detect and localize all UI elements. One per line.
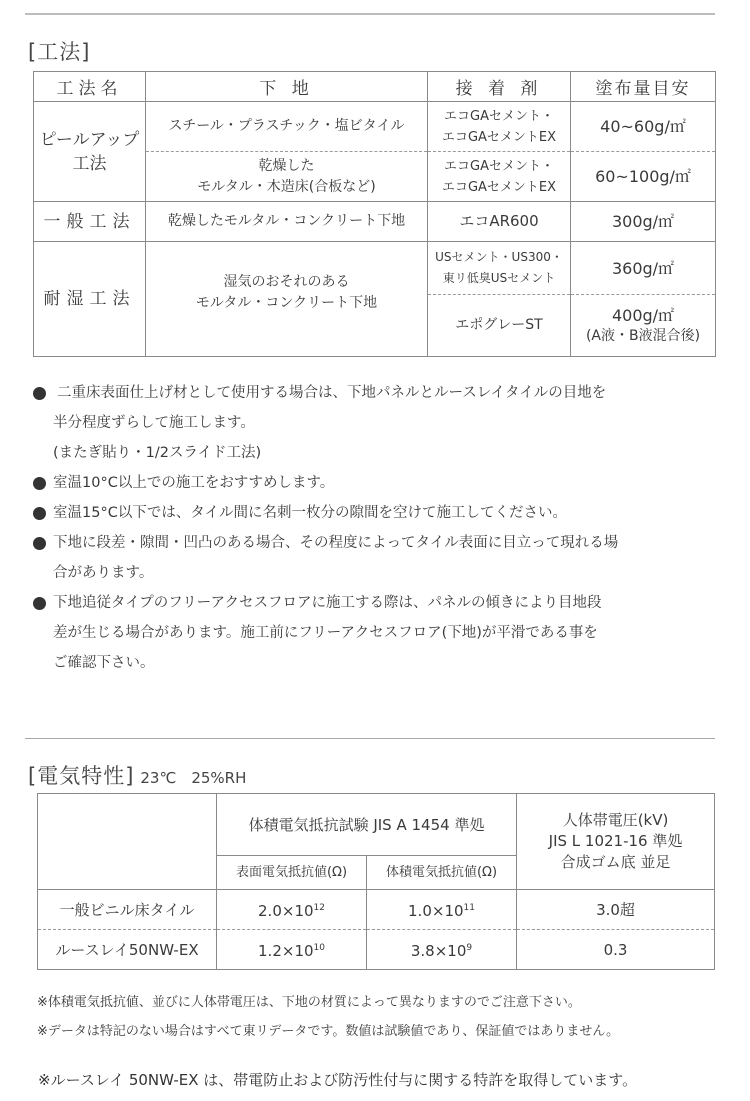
empty-corner-cell xyxy=(38,794,217,890)
note-item xyxy=(33,378,723,468)
voltage-header-line: JIS L 1021-16 準処 xyxy=(548,832,683,850)
value-base: 2.0×10 xyxy=(258,902,314,920)
method-notes xyxy=(33,378,723,678)
surface-resistance-cell xyxy=(217,930,367,970)
note-line: 室温10°C以上での施工をおすすめします。 xyxy=(53,475,335,491)
electric-section-title xyxy=(28,760,246,790)
header-surface-resistance: 表面電気抵抗値(Ω) xyxy=(217,856,367,890)
adhesive-cell: エポグレーST xyxy=(428,295,571,357)
substrate-cell xyxy=(146,152,428,202)
material-name-cell: ルースレイ50NW-EX xyxy=(38,930,217,970)
table-row xyxy=(34,102,716,152)
adhesive-cell xyxy=(428,152,571,202)
amount-cell: 40~60g/㎡ xyxy=(571,102,716,152)
note-line: 二重床表面仕上げ材として使用する場合は、下地パネルとルースレイタイルの目地を xyxy=(57,385,607,401)
bullet-icon xyxy=(33,387,46,400)
adhesive-line: エコGAセメントEX xyxy=(441,179,557,195)
note-item xyxy=(33,588,723,678)
voltage-header-line: 人体帯電圧(kV) xyxy=(562,811,669,829)
amount-note: (A液・B液混合後) xyxy=(585,327,701,344)
adhesive-cell xyxy=(428,102,571,152)
section-divider xyxy=(25,738,715,739)
adhesive-line: USセメント・US300・ xyxy=(435,250,563,264)
note-line: 下地に段差・隙間・凹凸のある場合、その程度によってタイル表面に目立って現れる場 xyxy=(53,535,619,551)
table-row xyxy=(34,202,716,242)
bullet-icon xyxy=(33,537,46,550)
table-row xyxy=(38,930,715,970)
method-name-line: 工法 xyxy=(72,153,107,174)
amount-cell: 360g/㎡ xyxy=(571,242,716,295)
header-volume-resistance: 体積電気抵抗値(Ω) xyxy=(367,856,517,890)
header-body-voltage xyxy=(517,794,715,890)
substrate-cell: 乾燥したモルタル・コンクリート下地 xyxy=(146,202,428,242)
adhesive-cell xyxy=(428,242,571,295)
electric-title-text: [電気特性] xyxy=(28,764,135,788)
substrate-line: モルタル・コンクリート下地 xyxy=(195,295,378,311)
body-voltage-cell: 3.0超 xyxy=(517,890,715,930)
substrate-line: 乾燥した xyxy=(258,157,315,174)
electric-table xyxy=(37,793,715,970)
table-row xyxy=(38,890,715,930)
electric-header-row xyxy=(38,794,715,856)
method-name-line: ピールアップ xyxy=(39,129,140,150)
volume-resistance-cell xyxy=(367,890,517,930)
footnote: ※データは特記のない場合はすべて東リデータです。数値は試験値であり、保証値ではありません。 xyxy=(37,1024,620,1039)
amount-value: 400g/㎡ xyxy=(611,305,675,325)
value-exponent: 10 xyxy=(313,943,325,953)
adhesive-cell: エコAR600 xyxy=(428,202,571,242)
bullet-icon xyxy=(33,477,46,490)
note-item xyxy=(33,528,723,588)
value-base: 1.2×10 xyxy=(258,942,314,960)
method-table-header xyxy=(34,72,716,102)
note-line: 差が生じる場合があります。施工前にフリーアクセスフロア(下地)が平滑である事を xyxy=(53,625,598,641)
substrate-line: 湿気のおそれのある xyxy=(223,274,350,290)
method-cell-moisture: 耐湿工法 xyxy=(34,242,146,357)
header-adhesive: 接 着 剤 xyxy=(428,72,571,102)
surface-resistance-cell xyxy=(217,890,367,930)
volume-resistance-cell xyxy=(367,930,517,970)
value-base: 3.8×10 xyxy=(410,942,467,960)
value-base: 1.0×10 xyxy=(408,902,464,920)
note-item xyxy=(33,468,723,498)
bullet-icon xyxy=(33,597,46,610)
body-voltage-cell: 0.3 xyxy=(517,930,715,970)
adhesive-line: エコGAセメント・ xyxy=(444,108,554,124)
top-divider xyxy=(25,13,715,15)
value-exponent: 12 xyxy=(313,903,325,913)
method-section-title: [工法] xyxy=(28,40,91,64)
note-line: (またぎ貼り・1/2スライド工法) xyxy=(53,445,262,461)
bullet-icon xyxy=(33,507,46,520)
table-row xyxy=(34,242,716,295)
amount-cell: 300g/㎡ xyxy=(571,202,716,242)
adhesive-line: エコGAセメント・ xyxy=(444,158,554,174)
note-item xyxy=(33,498,723,528)
value-exponent: 9 xyxy=(466,943,473,953)
substrate-cell: スチール・プラスチック・塩ビタイル xyxy=(146,102,428,152)
method-cell-peelup xyxy=(34,102,146,202)
header-method-name: 工法名 xyxy=(34,72,146,102)
note-line: 下地追従タイプのフリーアクセスフロアに施工する際は、パネルの傾きにより目地段 xyxy=(53,595,602,611)
header-substrate: 下 地 xyxy=(146,72,428,102)
voltage-header-line: 合成ゴム底 並足 xyxy=(560,853,671,871)
amount-cell xyxy=(571,295,716,357)
note-line: 合があります。 xyxy=(53,565,154,581)
note-line: 半分程度ずらして施工します。 xyxy=(53,415,255,431)
amount-cell: 60~100g/㎡ xyxy=(571,152,716,202)
substrate-line: モルタル・木造床(合板など) xyxy=(197,178,376,195)
note-line: 室温15°C以下では、タイル間に名刺一枚分の隙間を空けて施工してください。 xyxy=(53,505,568,521)
test-condition: 23℃ 25%RH xyxy=(140,769,247,787)
patent-note: ※ルースレイ 50NW-EX は、帯電防止および防汚性付与に関する特許を取得しています。 xyxy=(38,1071,638,1089)
method-cell-general: 一般工法 xyxy=(34,202,146,242)
header-amount: 塗布量目安 xyxy=(571,72,716,102)
footnote: ※体積電気抵抗値、並びに人体帯電圧は、下地の材質によって異なりますのでご注意下さい。 xyxy=(37,995,581,1010)
method-table xyxy=(33,71,716,357)
substrate-cell xyxy=(146,242,428,357)
header-group-volume-test: 体積電気抵抗試験 JIS A 1454 準処 xyxy=(217,794,517,856)
note-line: ご確認下さい。 xyxy=(53,655,155,671)
adhesive-line: 東リ低臭USセメント xyxy=(442,271,556,285)
material-name-cell: 一般ビニル床タイル xyxy=(38,890,217,930)
adhesive-line: エコGAセメントEX xyxy=(441,129,557,145)
value-exponent: 11 xyxy=(463,903,475,913)
